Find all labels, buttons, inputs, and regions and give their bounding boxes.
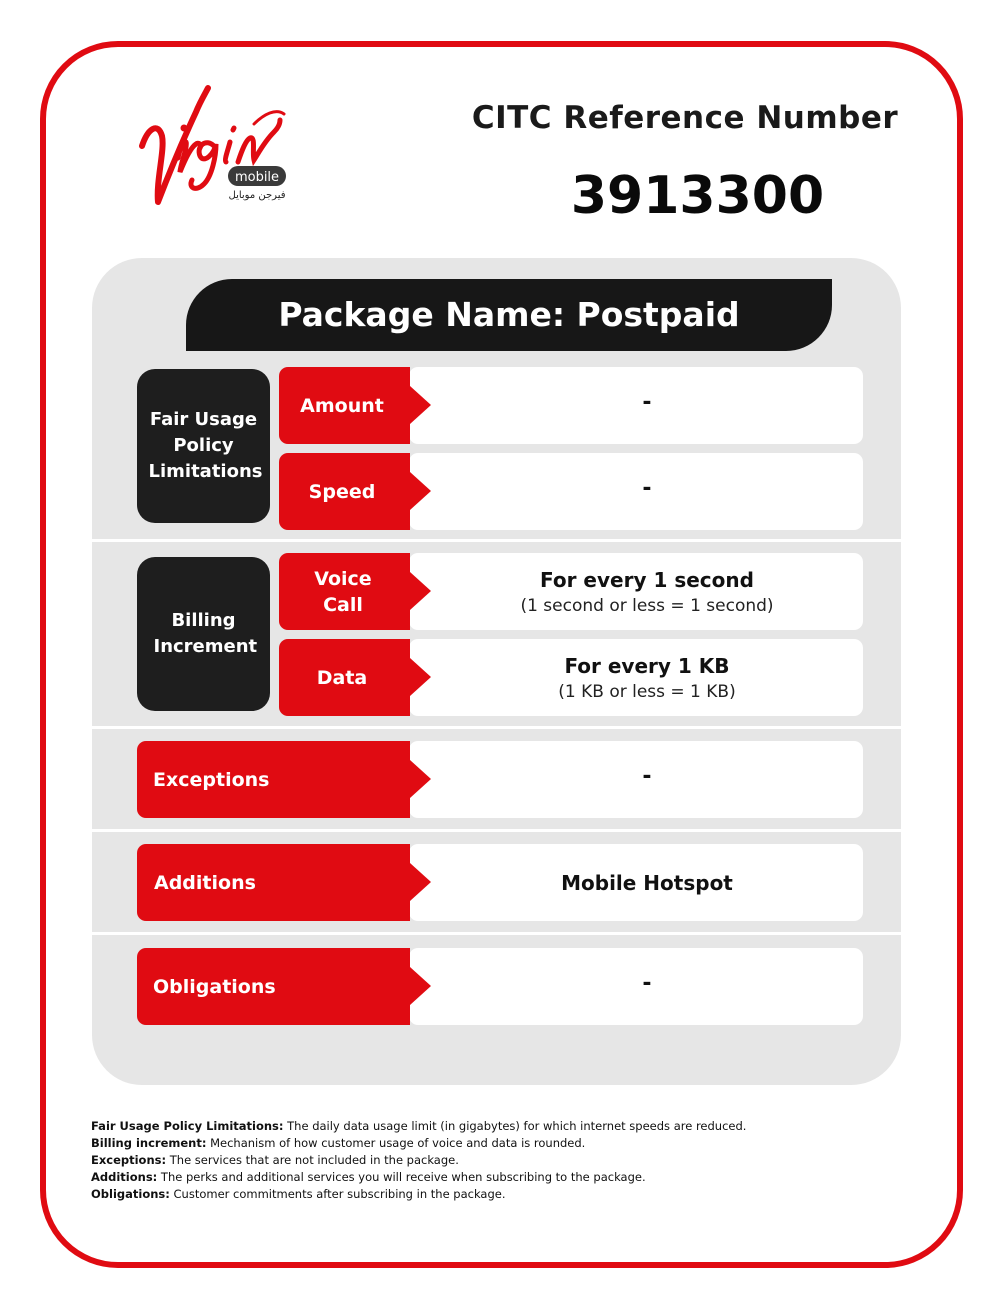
billing-increment-label: Billing Increment [137, 557, 270, 711]
obligations-row [137, 948, 863, 1025]
package-name-banner: Package Name: Postpaid [186, 279, 832, 351]
speed-value: - [642, 476, 652, 501]
fair-usage-speed-row [279, 453, 863, 530]
virgin-mobile-logo [134, 84, 294, 220]
data-tag: Data [316, 666, 368, 689]
exceptions-value: - [642, 764, 652, 789]
obligations-tag: Obligations [153, 975, 276, 998]
note-line: Additions: The perks and additional services you will receive when subscribing to the package. [91, 1170, 646, 1184]
svg-text:mobile: mobile [234, 170, 280, 185]
amount-value: - [642, 390, 652, 415]
fair-usage-label: Fair Usage Policy Limitations [137, 369, 270, 523]
section-divider [92, 829, 901, 832]
exceptions-tag: Exceptions [153, 768, 270, 791]
reference-title: CITC Reference Number [471, 100, 899, 136]
exceptions-row [137, 741, 863, 818]
additions-row [137, 844, 863, 921]
voice-call-value: For every 1 second (1 second or less = 1 second) [520, 567, 774, 616]
note-line: Fair Usage Policy Limitations: The daily data usage limit (in gigabytes) for which internet speeds are reduced. [91, 1119, 747, 1133]
voice-call-tag: Voice Call [314, 567, 372, 616]
speed-tag: Speed [308, 480, 376, 503]
data-value: For every 1 KB (1 KB or less = 1 KB) [558, 653, 736, 702]
additions-tag: Additions [154, 871, 256, 894]
reference-number: 3913300 [570, 166, 825, 226]
section-divider [92, 539, 901, 542]
fair-usage-amount-row [279, 367, 863, 444]
definitions-notes [91, 1118, 851, 1203]
additions-value: Mobile Hotspot [561, 870, 733, 895]
note-line: Billing increment: Mechanism of how customer usage of voice and data is rounded. [91, 1136, 586, 1150]
note-line: Exceptions: The services that are not included in the package. [91, 1153, 459, 1167]
amount-tag: Amount [300, 394, 384, 417]
billing-data-row [279, 639, 863, 716]
billing-voice-row [279, 553, 863, 630]
note-line: Obligations: Customer commitments after subscribing in the package. [91, 1187, 506, 1201]
obligations-value: - [642, 971, 652, 996]
section-divider [92, 726, 901, 729]
svg-text:فيرجن موبايل: فيرجن موبايل [228, 190, 286, 201]
section-divider [92, 932, 901, 935]
